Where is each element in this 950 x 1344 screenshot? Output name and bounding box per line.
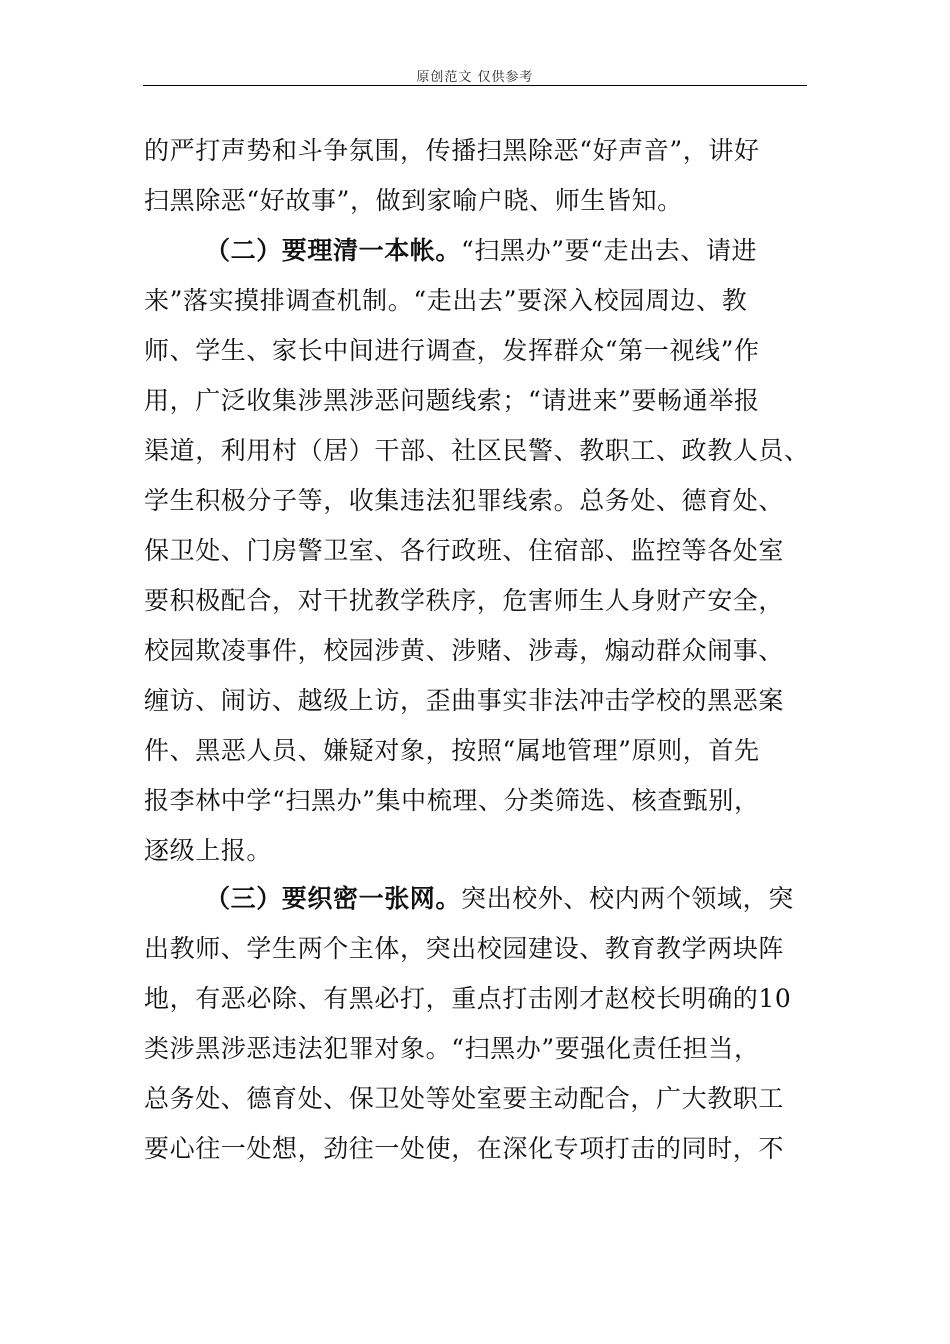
body-line: 地，有恶必除、有黑必打，重点打击刚才赵校长明确的10 xyxy=(144,984,792,1013)
body-line: 扫黑除恶“好故事”，做到家喻户晓、师生皆知。 xyxy=(144,186,683,215)
section-heading: （二）要理清一本帐。 xyxy=(205,236,462,265)
body-line: 要心往一处想，劲往一处使，在深化专项打击的同时，不 xyxy=(144,1134,785,1163)
body-line: 报李林中学“扫黑办”集中梳理、分类筛选、核查甄别， xyxy=(144,786,760,815)
body-line: 学生积极分子等，收集违法犯罪线索。总务处、德育处、 xyxy=(144,486,785,515)
body-line: 校园欺凌事件，校园涉黄、涉赌、涉毒，煽动群众闹事、 xyxy=(144,636,785,665)
body-line: 渠道，利用村（居）干部、社区民警、教职工、政教人员、 xyxy=(144,436,810,465)
header-divider xyxy=(143,85,807,86)
body-line: 用，广泛收集涉黑涉恶问题线索；“请进来”要畅通举报 xyxy=(144,386,760,415)
body-line: 出教师、学生两个主体，突出校园建设、教育教学两块阵 xyxy=(144,934,785,963)
body-line: 要积极配合，对干扰教学秩序，危害师生人身财产安全， xyxy=(144,586,785,615)
body-line: 类涉黑涉恶违法犯罪对象。“扫黑办”要强化责任担当， xyxy=(144,1034,760,1063)
section-heading: （三）要织密一张网。 xyxy=(205,884,462,913)
body-line: 逐级上报。 xyxy=(144,836,273,865)
body-line: 的严打声势和斗争氛围，传播扫黑除恶“好声音”，讲好 xyxy=(144,136,760,165)
body-line: 师、学生、家长中间进行调查，发挥群众“第一视线”作 xyxy=(144,336,760,365)
page-header: 原创范文 仅供参考 xyxy=(416,70,534,85)
body-line: 来”落实摸排调查机制。“走出去”要深入校园周边、教 xyxy=(144,286,748,315)
body-line: 件、黑恶人员、嫌疑对象，按照“属地管理”原则，首先 xyxy=(144,736,760,765)
section-heading-line: （三）要织密一张网。突出校外、校内两个领域，突 xyxy=(205,884,794,913)
body-line: 保卫处、门房警卫室、各行政班、住宿部、监控等各处室 xyxy=(144,536,785,565)
body-line: 总务处、德育处、保卫处等处室要主动配合，广大教职工 xyxy=(144,1084,785,1113)
section-heading-line: （二）要理清一本帐。“扫黑办”要“走出去、请进 xyxy=(205,236,758,265)
body-line: 缠访、闹访、越级上访，歪曲事实非法冲击学校的黑恶案 xyxy=(144,686,785,715)
